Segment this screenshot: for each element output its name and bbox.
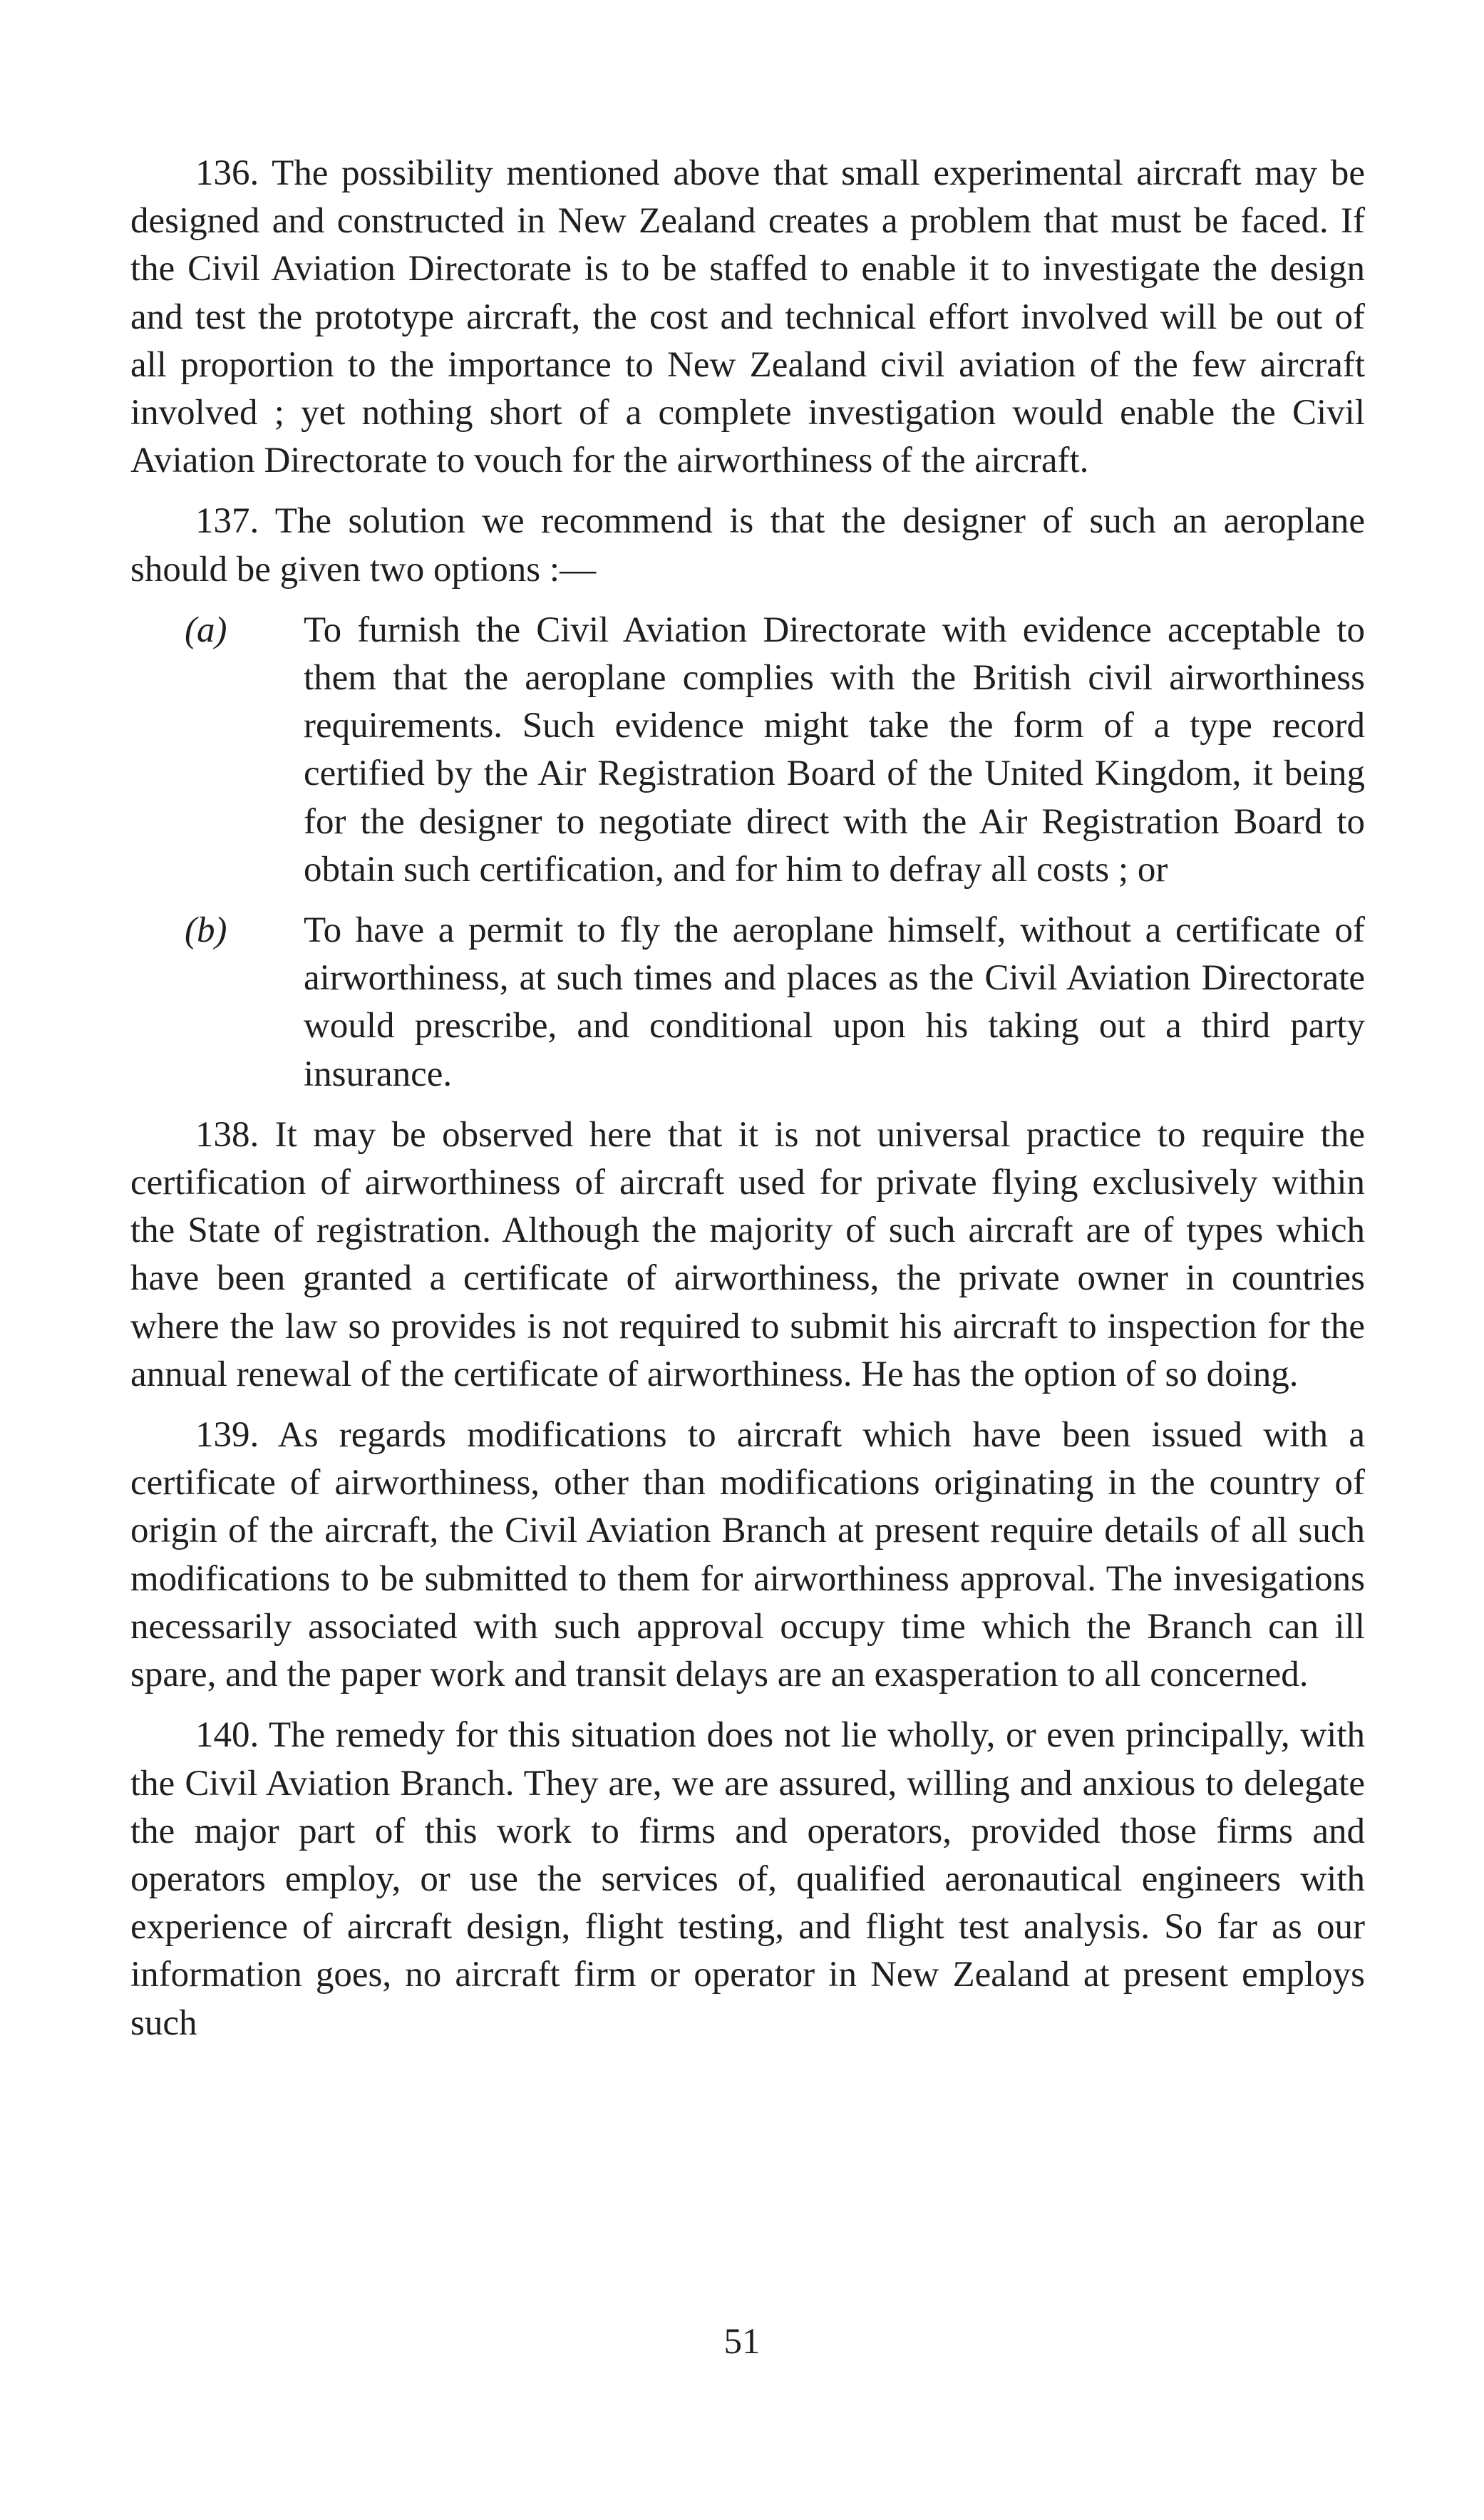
paragraph-137: 137. The solution we recommend is that the designer of such an aeroplane should be given two options :— (130, 501, 1365, 590)
paragraph-136: 136. The possibility mentioned above that small experimental aircraft may be designed and constructed in New Zealand creates a problem that must be faced. If the Civil Aviation Directorate is to be staffed to enable it to investigate the design and test the prototype aircraft, the cost and technical effort involved will be out of all proportion to the importance to New Zealand civil aviation of the few aircraft involved ; yet nothing short of a complete investigation would enable the Civil Aviation Directorate to vouch for the airworthiness of the aircraft. (130, 153, 1365, 481)
option-b-label: (b) (185, 910, 227, 951)
paragraph-140: 140. The remedy for this situation does not lie wholly, or even principally, with the Civil Aviation Branch. They are, we are assured, willing and anxious to delegate the major part of this work to firms and operators, provided those firms and operators employ, or use the services of, qualified aeronautical engineers with experience of aircraft design, flight testing, and flight test analysis. So far as our information goes, no aircraft firm or operator in New Zealand at present employs such (130, 1715, 1365, 2043)
page-number: 51 (723, 2322, 761, 2362)
paragraph-138: 138. It may be observed here that it is not universal practice to require the certification of airworthiness of aircraft used for private flying exclusively within the State of registration. Although the majority of such aircraft are of types which have been granted a certificate of airworthiness, the private owner in countries where the law so provides is not required to submit his aircraft to inspection for the annual renewal of the certificate of airworthiness. He has the option of so doing. (130, 1114, 1365, 1394)
option-b-text: To have a permit to fly the aeroplane himself, without a certificate of airworthiness, at such times and places as the Civil Aviation Directorate would prescribe, and conditional upon his taking out a third party insurance. (304, 910, 1365, 1094)
page-body (130, 150, 1365, 2060)
option-b (130, 907, 1365, 1099)
option-a (130, 607, 1365, 894)
paragraph-139: 139. As regards modifications to aircraft which have been issued with a certificate of airworthiness, other than modifications originating in the country of origin of the aircraft, the Civil Aviation Branch at present require details of all such modifications to be submitted to them for airworthiness approval. The invesigations necessarily associated with such approval occupy time which the Branch can ill spare, and the paper work and transit delays are an exasperation to all concerned. (130, 1415, 1365, 1695)
option-a-text: To furnish the Civil Aviation Directorate with evidence acceptable to them that the aeroplane complies with the British civil airworthiness requirements. Such evidence might take the form of a type record certified by the Air Registration Board of the United Kingdom, it being for the designer to negotiate direct with the Air Registration Board to obtain such certification, and for him to defray all costs ; or (304, 610, 1365, 890)
option-a-label: (a) (185, 610, 227, 650)
